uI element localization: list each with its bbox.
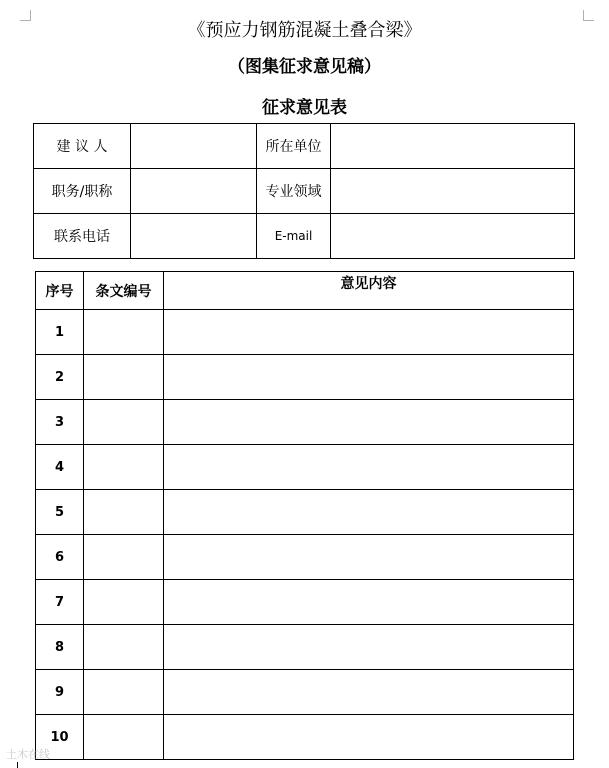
opinion-field[interactable] <box>164 490 574 535</box>
opinion-field[interactable] <box>164 400 574 445</box>
table-row <box>36 400 574 445</box>
row-number: 2 <box>36 355 84 400</box>
info-label: E-mail <box>257 214 331 259</box>
row-number: 6 <box>36 535 84 580</box>
table-row <box>36 535 574 580</box>
info-label: 所在单位 <box>257 124 331 169</box>
document-title: 《预应力钢筋混凝土叠合梁》 <box>187 20 422 41</box>
opinion-field[interactable] <box>164 310 574 355</box>
table-row <box>36 625 574 670</box>
clause-field[interactable] <box>84 535 164 580</box>
info-value-field[interactable] <box>331 214 575 259</box>
table-row <box>36 355 574 400</box>
form-title: 征求意见表 <box>262 98 347 118</box>
clause-field[interactable] <box>84 445 164 490</box>
opinion-field[interactable] <box>164 670 574 715</box>
info-value-field[interactable] <box>131 214 257 259</box>
column-header: 条文编号 <box>84 272 164 310</box>
opinion-field[interactable] <box>164 625 574 670</box>
column-header: 意见内容 <box>164 272 574 310</box>
column-header: 序号 <box>36 272 84 310</box>
clause-field[interactable] <box>84 400 164 445</box>
info-label: 职务/职称 <box>34 169 131 214</box>
row-number: 9 <box>36 670 84 715</box>
clause-field[interactable] <box>84 355 164 400</box>
clause-field[interactable] <box>84 580 164 625</box>
opinion-field[interactable] <box>164 580 574 625</box>
row-number: 7 <box>36 580 84 625</box>
info-value-field[interactable] <box>131 169 257 214</box>
info-value-field[interactable] <box>331 124 575 169</box>
row-number: 10 <box>36 715 84 760</box>
opinion-field[interactable] <box>164 445 574 490</box>
row-number: 1 <box>36 310 84 355</box>
clause-field[interactable] <box>84 490 164 535</box>
opinion-table <box>35 271 574 760</box>
info-row <box>34 169 575 214</box>
row-number: 8 <box>36 625 84 670</box>
clause-field[interactable] <box>84 715 164 760</box>
text-cursor <box>17 762 18 768</box>
opinion-field[interactable] <box>164 715 574 760</box>
row-number: 3 <box>36 400 84 445</box>
table-row <box>36 715 574 760</box>
table-row <box>36 445 574 490</box>
row-number: 5 <box>36 490 84 535</box>
table-row <box>36 670 574 715</box>
info-label: 建 议 人 <box>34 124 131 169</box>
info-value-field[interactable] <box>131 124 257 169</box>
document-subtitle: （图集征求意见稿） <box>228 57 381 77</box>
table-header-row <box>36 272 574 310</box>
clause-field[interactable] <box>84 310 164 355</box>
info-row <box>34 214 575 259</box>
clause-field[interactable] <box>84 625 164 670</box>
info-table <box>33 123 575 259</box>
info-label: 联系电话 <box>34 214 131 259</box>
watermark: 土木在线 <box>6 748 50 761</box>
info-row <box>34 124 575 169</box>
table-row <box>36 490 574 535</box>
table-row <box>36 310 574 355</box>
opinion-field[interactable] <box>164 535 574 580</box>
info-value-field[interactable] <box>331 169 575 214</box>
clause-field[interactable] <box>84 670 164 715</box>
row-number: 4 <box>36 445 84 490</box>
table-row <box>36 580 574 625</box>
info-label: 专业领域 <box>257 169 331 214</box>
opinion-field[interactable] <box>164 355 574 400</box>
